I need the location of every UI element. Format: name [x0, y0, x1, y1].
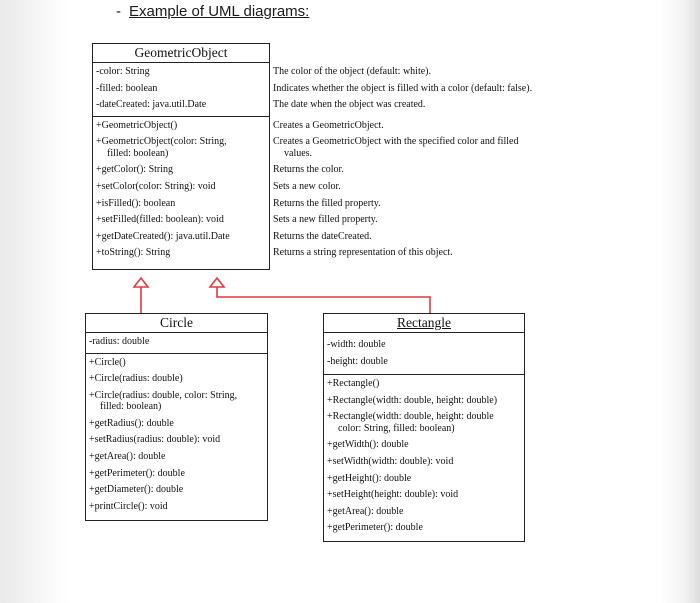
rectangle-methods: [324, 375, 524, 539]
method-setfilled: +setFilled(filled: boolean): void: [96, 214, 224, 226]
desc-getdatecreated: Returns the dateCreated.: [269, 229, 569, 246]
rectangle-inheritance-arrowhead: [210, 278, 224, 287]
heading-title: Example of UML diagrams:: [129, 3, 310, 20]
field-datecreated: -dateCreated: java.util.Date: [96, 99, 207, 111]
circle-fields: [86, 333, 267, 354]
method-constructor: +GeometricObject(): [96, 119, 178, 131]
desc-isfilled: Returns the filled property.: [269, 196, 569, 213]
field-radius: -radius: double: [89, 336, 150, 347]
field-height: -height: double: [327, 355, 388, 367]
method-rectangle-full: [324, 409, 524, 437]
method-rectangle-full-line2: color: String, filled: boolean): [338, 422, 455, 434]
desc-filled: Indicates whether the object is filled with a color (default: false).: [269, 81, 569, 98]
field-width: -width: double: [327, 339, 386, 350]
rectangle-inheritance-line: [217, 287, 430, 313]
method-constructor-args-line1: +GeometricObject(color: String,: [96, 136, 227, 148]
method-rectangle-full-line1: +Rectangle(width: double, height: double: [327, 411, 494, 423]
method-setradius: +setRadius(radius: double): void: [89, 434, 221, 446]
method-getdatecreated: +getDateCreated(): java.util.Date: [96, 230, 230, 242]
method-setcolor: +setColor(color: String): void: [96, 180, 216, 192]
desc-constructor: Creates a GeometricObject.: [269, 118, 569, 135]
circle-methods: [86, 354, 267, 518]
rectangle-class-name: Rectangle: [324, 314, 524, 333]
desc-constructor-args-line1: Creates a GeometricObject with the specified color and filled: [273, 136, 519, 148]
method-setwidth: +setWidth(width: double): void: [327, 455, 454, 467]
method-getradius: +getRadius(): double: [89, 417, 174, 429]
desc-setfilled: Sets a new filled property.: [269, 212, 569, 229]
method-constructor-args-line2: filled: boolean): [107, 147, 169, 159]
bullet-dash: -: [116, 3, 121, 20]
method-circle-getperimeter: +getPerimeter(): double: [89, 467, 185, 479]
method-circle: +Circle(): [89, 356, 126, 368]
desc-color: The color of the object (default: white).: [269, 64, 569, 81]
method-tostring: +toString(): String: [96, 247, 171, 259]
method-circle-radius: +Circle(radius: double): [89, 373, 183, 385]
desc-datecreated: The date when the object was created.: [269, 97, 569, 114]
method-rectangle-getperimeter: +getPerimeter(): double: [327, 522, 423, 534]
method-circle-full: [86, 388, 267, 416]
method-circle-full-line1: +Circle(radius: double, color: String,: [89, 389, 238, 401]
desc-constructor-args-line2: values.: [284, 147, 313, 159]
method-getdiameter: +getDiameter(): double: [89, 484, 184, 496]
method-setheight: +setHeight(height: double): void: [327, 489, 459, 501]
method-rectangle-wh: +Rectangle(width: double, height: double): [327, 394, 498, 406]
field-color: -color: String: [96, 66, 150, 77]
desc-getcolor: Returns the color.: [269, 162, 569, 179]
method-isfilled: +isFilled(): boolean: [96, 197, 176, 209]
geometricobject-class-name: GeometricObject: [93, 44, 269, 63]
rectangle-fields: [324, 333, 524, 375]
desc-tostring: Returns a string representation of this object.: [269, 245, 569, 262]
circle-inheritance-arrowhead: [134, 278, 148, 287]
field-filled: -filled: boolean: [96, 82, 158, 94]
method-getheight: +getHeight(): double: [327, 472, 412, 484]
circle-class-name: Circle: [86, 314, 267, 333]
rectangle-class-box: [323, 313, 525, 542]
method-circle-getarea: +getArea(): double: [89, 450, 166, 462]
method-rectangle: +Rectangle(): [327, 378, 380, 390]
method-printcircle: +printCircle(): void: [89, 500, 168, 512]
method-getcolor: +getColor(): String: [96, 164, 174, 176]
circle-class-box: [85, 313, 268, 521]
method-getwidth: +getWidth(): double: [327, 439, 409, 451]
method-circle-full-line2: filled: boolean): [100, 401, 162, 413]
desc-setcolor: Sets a new color.: [269, 179, 569, 196]
method-rectangle-getarea: +getArea(): double: [327, 505, 404, 517]
